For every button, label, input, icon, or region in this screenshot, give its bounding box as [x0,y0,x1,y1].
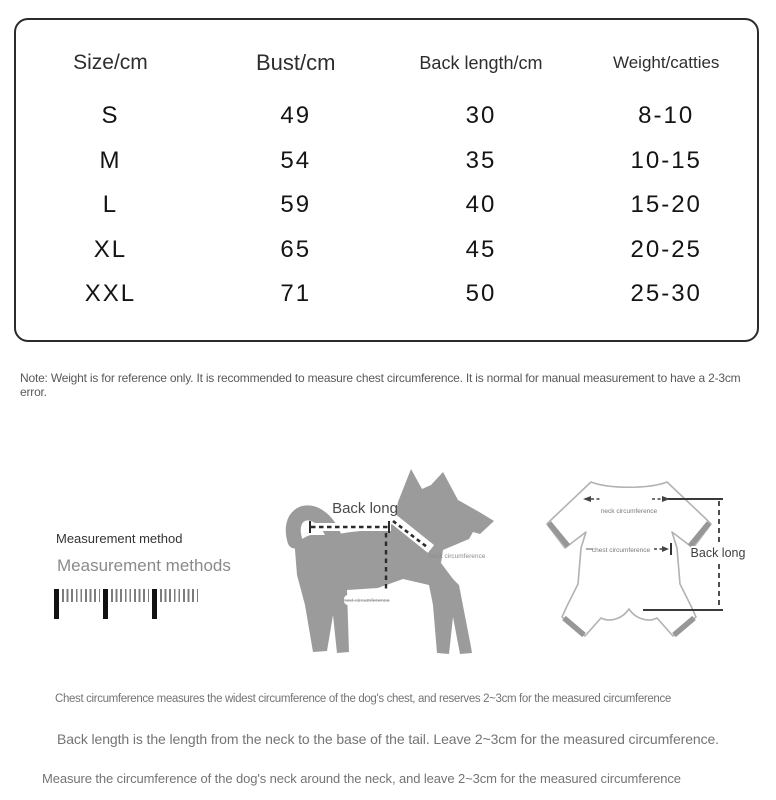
table-cell-back: 30 [465,102,497,130]
table-cell-back: 45 [465,235,497,263]
col-header-weight: Weight/catties [612,53,720,72]
table-cell-size: XXL [84,280,137,308]
table-cell-weight: 15-20 [630,191,702,219]
dog-back-long-label: Back long [332,500,398,517]
table-cell-size: L [102,191,119,219]
col-header-size: Size/cm [73,51,148,74]
dog-silhouette [295,469,494,654]
dog-neck-circumference-label: neck circumference [429,553,486,560]
measurement-methods-title: Measurement methods [57,556,231,575]
size-table [14,18,759,342]
garment-chest-label: chest circumference [591,547,651,554]
ruler-icon [54,589,201,619]
col-header-back-length: Back length/cm [419,52,543,73]
table-cell-back: 50 [465,280,497,308]
table-cell-bust: 71 [280,280,312,308]
table-cell-bust: 49 [280,102,312,130]
table-cell-weight: 8-10 [638,102,695,130]
instruction-chest: Chest circumference measures the widest circumference of the dog's chest, and reserves 2~3cm for the measured circumference [55,693,671,705]
dog-measurement-diagram [283,455,503,670]
table-cell-bust: 65 [280,235,312,263]
table-cell-size: M [99,146,122,174]
garment-outline [547,482,711,636]
table-cell-back: 35 [465,146,497,174]
garment-measurement-diagram [533,458,768,668]
instruction-neck: Measure the circumference of the dog's neck around the neck, and leave 2~3cm for the measured circumference [42,771,681,786]
table-cell-size: S [101,102,120,130]
table-cell-weight: 25-30 [630,280,702,308]
measurement-method-label: Measurement method [56,531,183,546]
dog-chest-circumference-label: chest circumference [340,598,390,604]
table-cell-size: XL [93,235,128,263]
table-cell-bust: 59 [280,191,312,219]
reference-note: Note: Weight is for reference only. It is recommended to measure chest circumference. It is normal for manual measurement to have a 2-3cm error. [20,371,741,399]
table-cell-bust: 54 [280,146,312,174]
garment-neck-label: neck circumference [600,508,658,515]
instruction-back-length: Back length is the length from the neck to the base of the tail. Leave 2~3cm for the measured circumference. [57,731,719,747]
garment-back-long-label: Back long [690,546,746,560]
table-cell-weight: 20-25 [630,235,702,263]
table-cell-weight: 10-15 [630,146,702,174]
table-cell-back: 40 [465,191,497,219]
col-header-bust: Bust/cm [255,50,336,75]
